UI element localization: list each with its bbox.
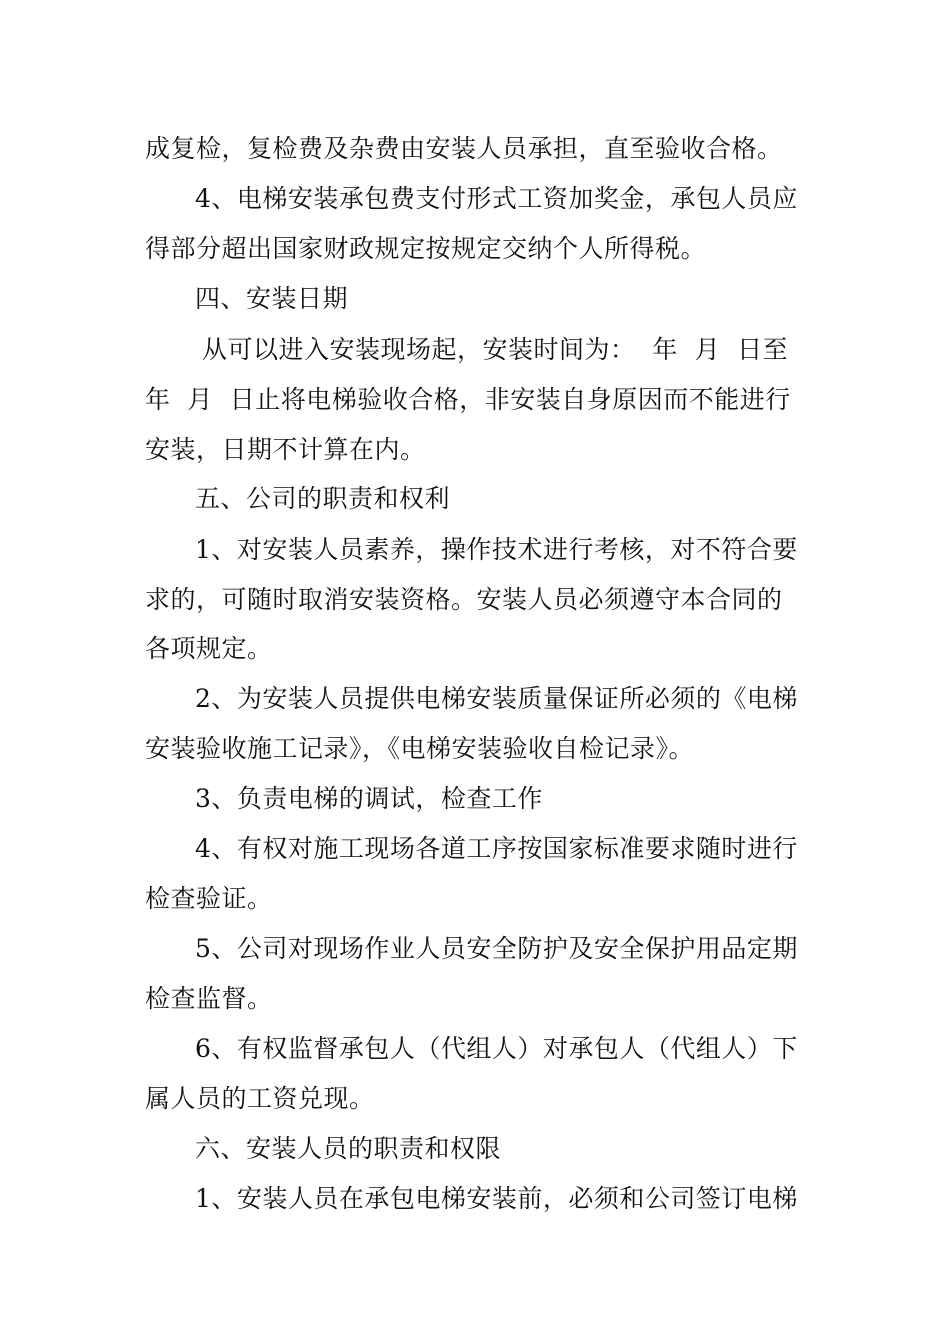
text-line: 各项规定。 bbox=[145, 634, 273, 663]
text-line: 1、安装人员在承包电梯安装前，必须和公司签订电梯 bbox=[195, 1184, 798, 1213]
text-line: 检查监督。 bbox=[145, 984, 273, 1013]
text-line: 4、有权对施工现场各道工序按国家标准要求随时进行 bbox=[195, 834, 798, 863]
text-line: 4、电梯安装承包费支付形式工资加奖金，承包人员应 bbox=[195, 184, 798, 213]
text-line: 求的，可随时取消安装资格。安装人员必须遵守本合同的 bbox=[145, 585, 783, 614]
text-line: 1、对安装人员素养，操作技术进行考核，对不符合要 bbox=[195, 535, 798, 564]
text-line: 安装，日期不计算在内。 bbox=[145, 435, 426, 464]
text-line: 得部分超出国家财政规定按规定交纳个人所得税。 bbox=[145, 234, 707, 263]
text-line: 3、负责电梯的调试，检查工作 bbox=[195, 784, 543, 813]
text-line: 属人员的工资兑现。 bbox=[145, 1084, 375, 1113]
text-line: 2、为安装人员提供电梯安装质量保证所必须的《电梯 bbox=[195, 684, 798, 713]
section-heading: 四、安装日期 bbox=[195, 284, 349, 313]
section-heading: 五、公司的职责和权利 bbox=[195, 484, 451, 513]
section-heading: 六、安装人员的职责和权限 bbox=[195, 1134, 502, 1163]
text-line: 从可以进入安装现场起，安装时间为： 年 月 日至 bbox=[202, 335, 789, 364]
text-line: 安装验收施工记录》，《电梯安装验收自检记录》。 bbox=[145, 734, 695, 763]
text-line: 年 月 日止将电梯验收合格，非安装自身原因而不能进行 bbox=[145, 385, 791, 414]
text-line: 成复检，复检费及杂费由安装人员承担，直至验收合格。 bbox=[145, 134, 783, 163]
text-line: 检查验证。 bbox=[145, 884, 273, 913]
text-line: 5、公司对现场作业人员安全防护及安全保护用品定期 bbox=[195, 934, 798, 963]
text-line: 6、有权监督承包人（代组人）对承包人（代组人）下 bbox=[195, 1034, 798, 1063]
